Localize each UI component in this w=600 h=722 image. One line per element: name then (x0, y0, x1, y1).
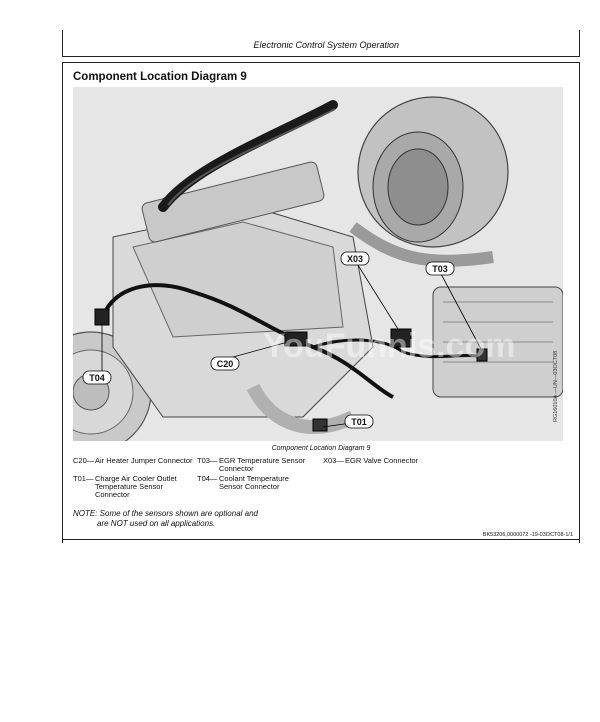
figure-side-code: RG16010A —UN—03OCT08 (553, 350, 559, 422)
callout-c20 (211, 357, 239, 370)
svg-text:T04: T04 (89, 373, 105, 383)
engine-figure (73, 87, 563, 441)
callout-t04 (83, 371, 111, 384)
footer-rule (63, 539, 579, 540)
section-title: Component Location Diagram 9 (73, 71, 247, 83)
callout-t03 (426, 262, 454, 275)
svg-text:T01: T01 (351, 417, 367, 427)
note (73, 509, 258, 529)
callout-x03 (341, 252, 369, 265)
header-title: Electronic Control System Operation (253, 40, 399, 50)
svg-text:X03: X03 (346, 254, 364, 264)
content-frame: Component Location Diagram 9 X03 T03 C20 T04 T01 YouFunnis.com RG16010A —UN—03OCT08 Component Location Diagram 9 C20— Air Heater Jumper Connector T01— Charge Air Cooler Outlet Temperature Sensor Connector T03— EGR Temperature Sensor Connector T04— Coolant Temperature Sensor Connector X03— EGR Valve Connector NOTE: Some of the sensors shown are optional and are NOT used on all applications. BK53206,0000072 -19-03OCT08-1/1 (62, 62, 580, 543)
callout-t01 (345, 415, 373, 428)
engine-illustration (73, 87, 563, 441)
page-header (62, 30, 580, 57)
svg-text:C20: C20 (216, 359, 234, 369)
note-line-2: are NOT used on all applications. (97, 519, 216, 528)
svg-text:T03: T03 (432, 264, 448, 274)
document-reference: BK53206,0000072 -19-03OCT08-1/1 (482, 532, 573, 538)
figure-caption: Component Location Diagram 9 (271, 445, 371, 452)
watermark: YouFunnis.com (263, 327, 516, 365)
note-line-1: NOTE: Some of the sensors shown are optional and (73, 509, 258, 518)
